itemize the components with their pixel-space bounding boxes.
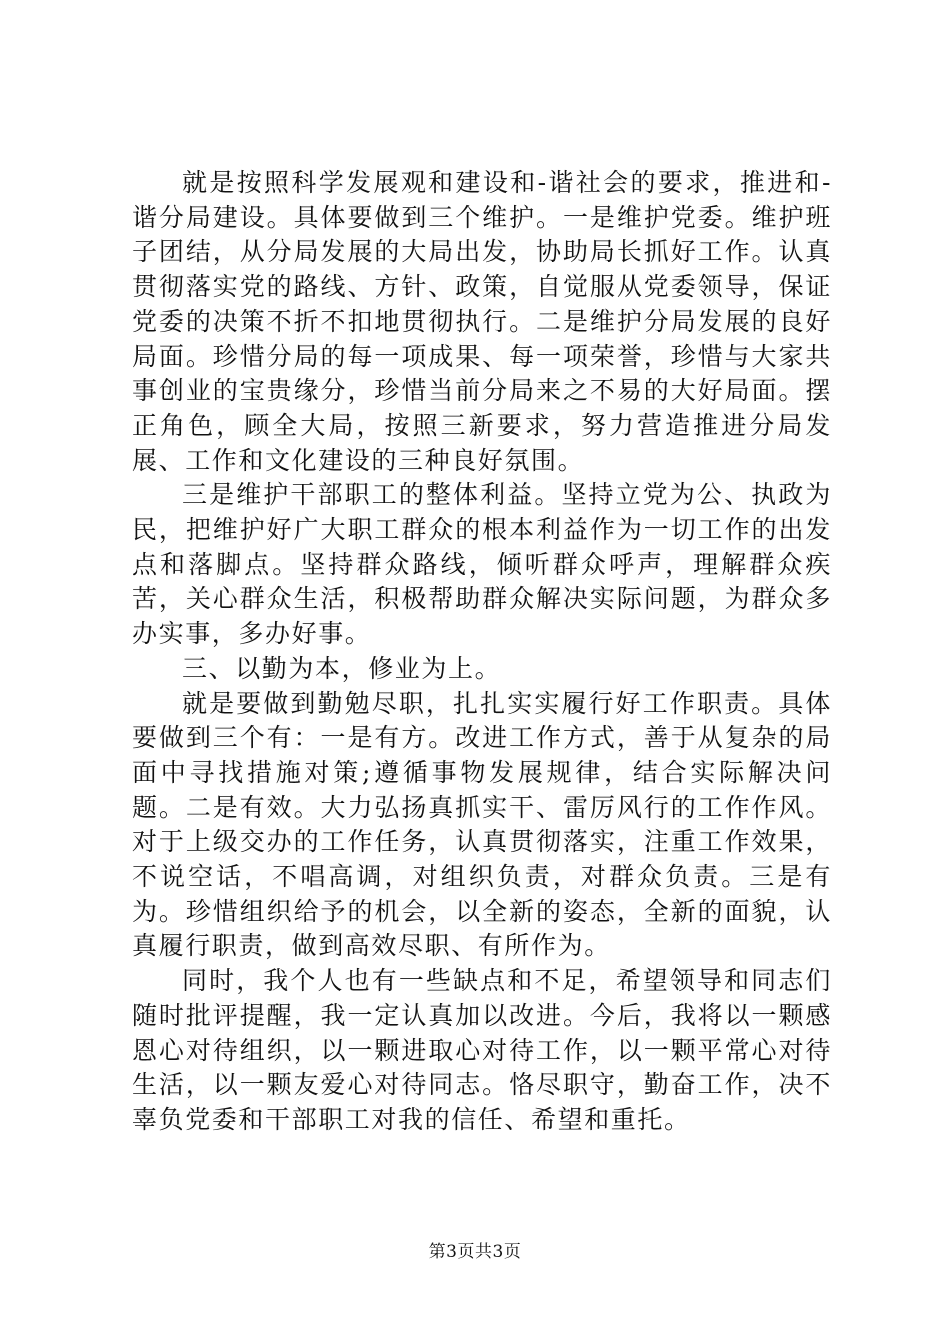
paragraph-1: 就是按照科学发展观和建设和-谐社会的要求，推进和-谐分局建设。具体要做到三个维护。一是维护党委。维护班子团结，从分局发展的大局出发，协助局长抓好工作。认真贯彻落实党的路线、方针、政策，自觉服从党委领导，保证党委的决策不折不扣地贯彻执行。二是维护分局发展的良好局面。珍惜分局的每一项成果、每一项荣誉，珍惜与大家共事创业的宝贵缘分，珍惜当前分局来之不易的大好局面。摆正角色，顾全大局，按照三新要求，努力营造推进分局发展、工作和文化建设的三种良好氛围。 (132, 168, 832, 475)
page-number: 第3页 (428, 1242, 475, 1262)
page-total: 共3页 (475, 1242, 522, 1262)
paragraph-3: 就是要做到勤勉尽职，扎扎实实履行好工作职责。具体要做到三个有：一是有方。改进工作方式，善于从复杂的局面中寻找措施对策;遵循事物发展规律，结合实际解决问题。二是有效。大力弘扬真抓实干、雷厉风行的工作作风。对于上级交办的工作任务，认真贯彻落实，注重工作效果，不说空话，不唱高调，对组织负责，对群众负责。三是有为。珍惜组织给予的机会，以全新的姿态，全新的面貌，认真履行职责，做到高效尽职、有所作为。 (132, 688, 832, 961)
section-heading: 三、以勤为本，修业为上。 (182, 653, 502, 683)
paragraph-2: 三是维护干部职工的整体利益。坚持立党为公、执政为民，把维护好广大职工群众的根本利益作为一切工作的出发点和落脚点。坚持群众路线，倾听群众呼声，理解群众疾苦，关心群众生活，积极帮助群众解决实际问题，为群众多办实事，多办好事。 (132, 480, 832, 649)
paragraph-4: 同时，我个人也有一些缺点和不足，希望领导和同志们随时批评提醒，我一定认真加以改进。今后，我将以一颗感恩心对待组织，以一颗进取心对待工作，以一颗平常心对待生活，以一颗友爱心对待同志。恪尽职守，勤奋工作，决不辜负党委和干部职工对我的信任、希望和重托。 (132, 966, 832, 1134)
page-footer (0, 1240, 950, 1264)
document-body (132, 166, 832, 1138)
